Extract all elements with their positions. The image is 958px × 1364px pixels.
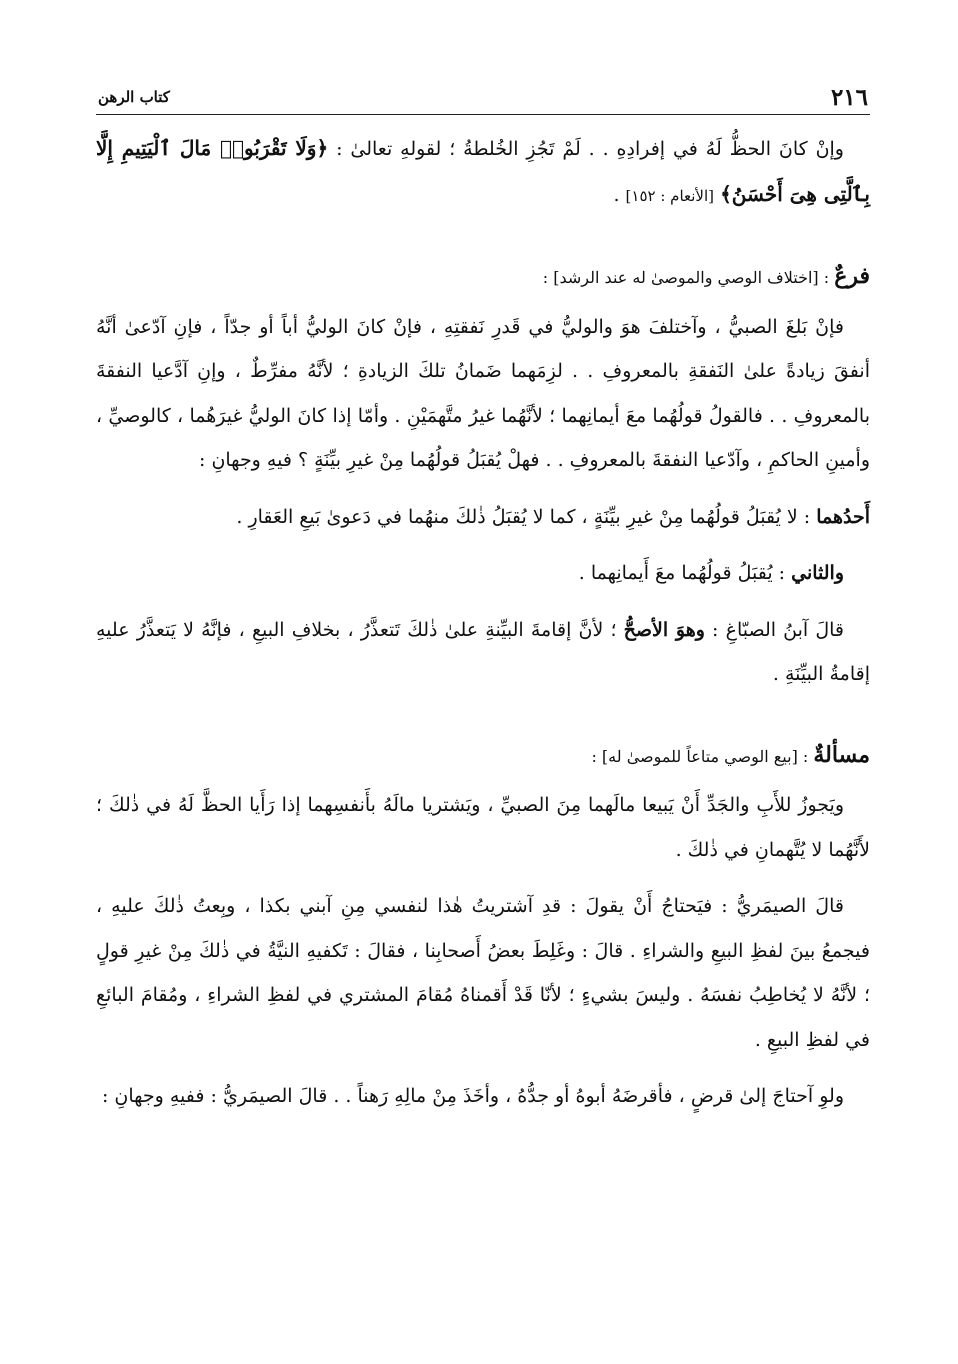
intro-paragraph [96, 126, 870, 218]
opinion-label: أَحدُهما [816, 505, 870, 528]
book-page [96, 0, 870, 1364]
intro-end: . [613, 183, 626, 206]
intro-text: وإنْ كانَ الحظُّ لَهُ في إفرادِهِ . . لَمْ تَجُزِ الخُلطةُ ؛ لقولهِ تعالىٰ : [328, 138, 844, 160]
paragraph: ولوِ آحتاجَ إلىٰ قرضٍ ، فأقرضَهُ أبوهُ أو جدُّهُ ، وأخَذَ مِنْ مالِهِ رَهناً . . قالَ الصيمَريُّ : ففيهِ وجهانِ : [101, 1085, 844, 1107]
paragraph: ويَجوزُ للأَبِ والجَدِّ أَنْ يَبيعا مالَهما مِنَ الصبيِّ ، ويَشتريا مالَهُ بأَنفسِهما إذا رَأَيا الحظَّ لَهُ في ذٰلكَ ؛ لأَنَّهُما لا يُتَّهمانِ في ذٰلكَ . [96, 794, 870, 861]
opinion-second [96, 551, 870, 596]
book-title: كتاب الرهن [98, 88, 170, 106]
paragraph-text: قالَ آبنُ الصبّاغِ : [704, 618, 845, 641]
page-body [96, 126, 870, 1131]
section-label: مسألةٌ [813, 741, 870, 768]
paragraph: فإنْ بَلغَ الصبيُّ ، وآختلفَ هوَ والوليُّ في قَدرِ نَفقتِهِ ، فإنْ كانَ الوليُّ أباً أو جدّاً ، فإنِ آدّعىٰ أنَّهُ أنفقَ زيادةً علىٰ النَفقةِ بالمعروفِ . . لزِمَهما ضَمانُ تلكَ الزيادةِ ؛ لأنَّهُ مفرِّطٌ ، وإنِ آدَّعيا النفقةَ بالمعروفِ . . فالقولُ قولُهُما معَ أيمانِهما ؛ لأنَّهُما غيرُ متَّهمَيْنِ . وأمّا إذا كانَ الوليُّ غيرَهُما ، كالوصيِّ ، وأمينِ الحاكمِ ، وآدّعيا النفقةَ بالمعروفِ . . فهلْ يُقبَلُ قولُهُما مِنْ غيرِ بيِّنَةٍ ؟ فيهِ وجهانِ : [96, 315, 870, 471]
opinion-text: : لا يُقبَلُ قولُهُما مِنْ غيرِ بيِّنَةٍ ، كما لا يُقبَلُ ذٰلكَ منهُما في دَعوىٰ بَيعِ العَقارِ . [236, 505, 817, 528]
opinion-text: : يُقبَلُ قولُهُما معَ أَيمانِهما . [578, 562, 792, 584]
preferred-opinion: وهوَ الأصحُّ [623, 618, 705, 641]
opinion-first [96, 495, 870, 540]
section-title: : [بيع الوصي متاعاً للموصىٰ له] : [591, 746, 814, 766]
section-title: : [اختلاف الوصي والموصىٰ له عند الرشد] : [542, 268, 835, 287]
opinion-label: والثاني [791, 562, 844, 584]
section-heading-far [96, 254, 870, 301]
paragraph: قالَ الصيمَريُّ : فيَحتاجُ أَنْ يقولَ : قدِ آشتريتُ هٰذا لنفسي مِنِ آبني بكذا ، وبِعتُ ذٰلكَ عليهِ ، فيجمعُ بينَ لفظِ البيعِ والشراءِ . قالَ : وغَلِطَ بعضُ أَصحابِنا ، فقالَ : تَكفيهِ النيَّةُ في ذٰلكَ مِنْ غيرِ قولٍ ؛ لأنَّهُ لا يُخاطِبُ نفسَهُ . وليسَ بشيءٍ ؛ لأنّا قَدْ أَقمناهُ مُقامَ المشتري في لفظِ الشراءِ ، ومُقامَ البائعِ في لفظِ البيعِ . [96, 895, 870, 1051]
section-label: فرعٌ [834, 263, 870, 289]
page-number: ٢١٦ [830, 84, 868, 111]
verse-reference: [الأنعام : ١٥٢] [625, 186, 715, 205]
paragraph-text: ؛ لأنَّ إقامةَ البيِّنةِ علىٰ ذٰلكَ تَتعذَّرُ ، بخلافِ البيعِ ، فإنَّهُ لا يَتعذَّرُ عليهِ إقامةُ البيِّنَةِ . [96, 618, 870, 685]
section-heading-masala [96, 733, 870, 780]
running-header [96, 78, 870, 115]
quran-verse: ﴿وَلَا تَقْرَبُوا۟ مَالَ ٱلْيَتِيمِ إِلَّا بِٱلَّتِى هِىَ أَحْسَنُ﴾ [96, 136, 870, 206]
paragraph-ibn-sabbagh [96, 608, 870, 697]
